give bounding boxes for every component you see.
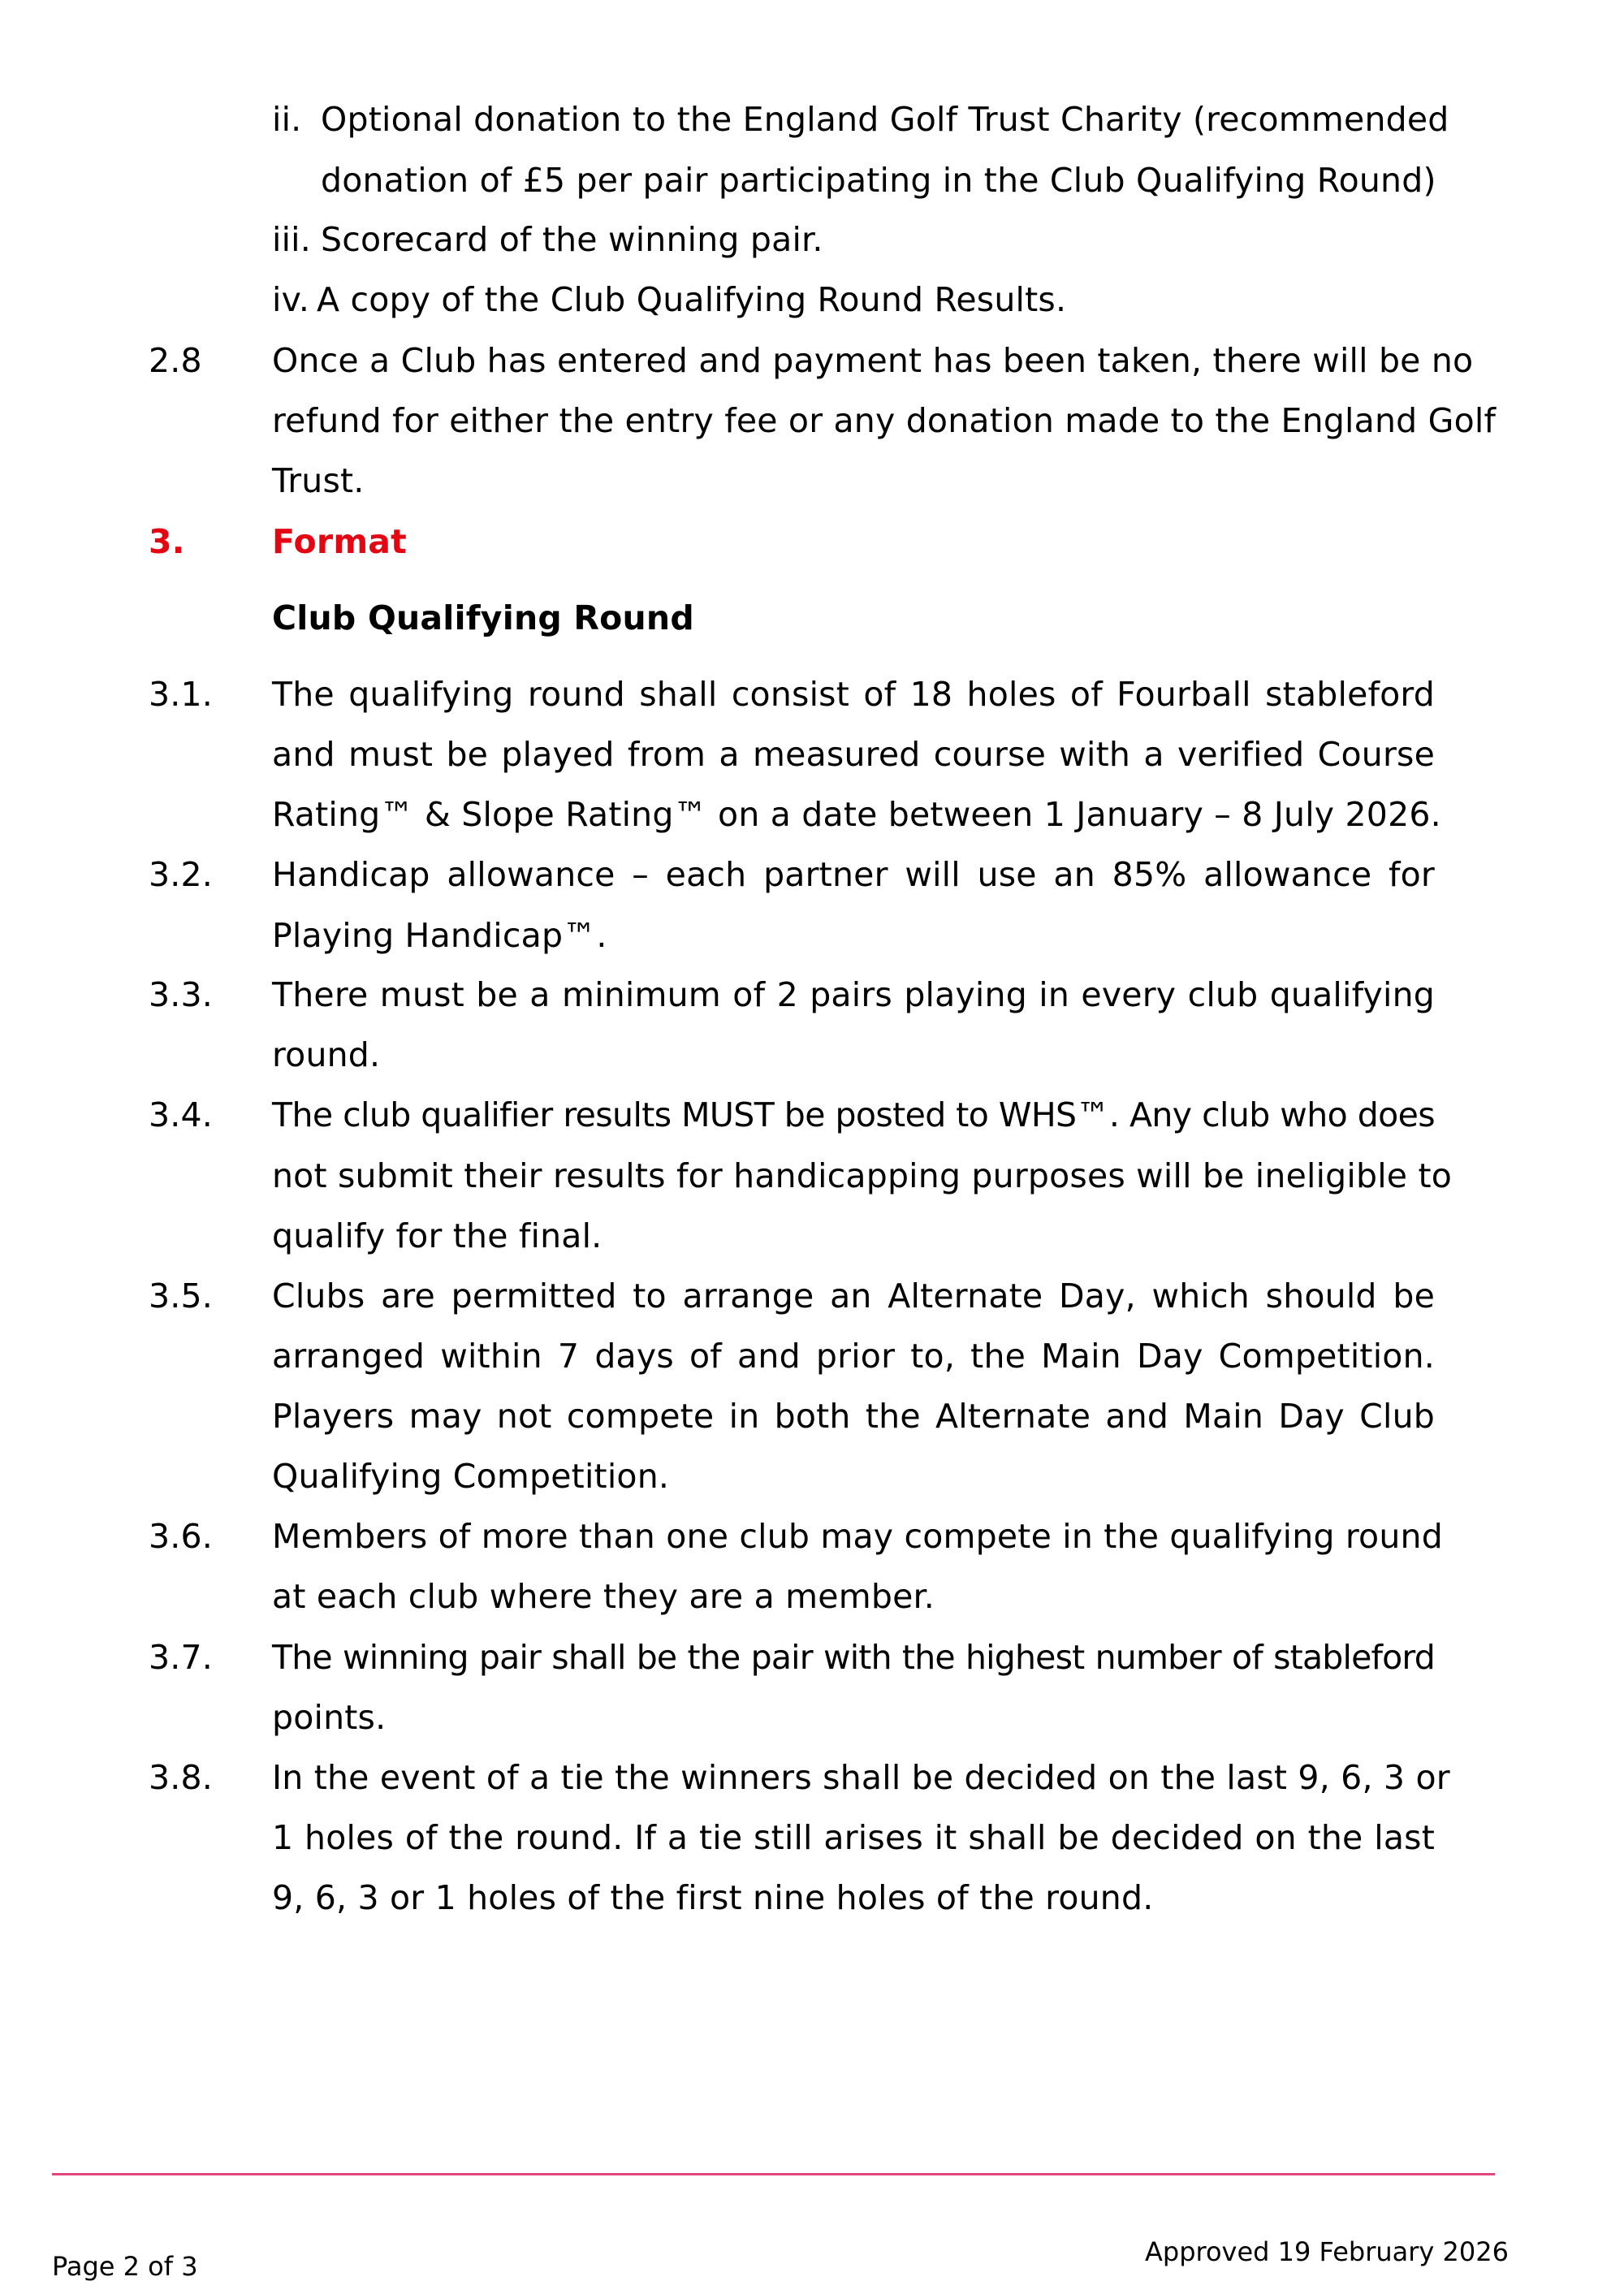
clause-3-4 — [0, 1085, 1624, 1145]
clause-3-5-line4 — [0, 1446, 1624, 1506]
clause-3-4-line3 — [0, 1206, 1624, 1266]
clause-text: Trust. — [272, 461, 365, 500]
clause-text: Qualifying Competition. — [272, 1457, 670, 1496]
page-number: Page 2 of 3 — [52, 2251, 198, 2282]
list-text: Scorecard of the winning pair. — [321, 220, 823, 259]
clause-text: arranged within 7 days of and prior to, the Main Day Competition. — [272, 1337, 1435, 1376]
clause-3-5 — [0, 1266, 1624, 1326]
subheading — [0, 588, 1624, 648]
section-title: Format — [272, 522, 407, 561]
clause-3-8-line3 — [0, 1868, 1624, 1928]
clause-text: 9, 6, 3 or 1 holes of the first nine holes of the round. — [272, 1878, 1154, 1917]
list-item-ii-cont — [0, 150, 1624, 210]
clause-text: The qualifying round shall consist of 18 holes of Fourball stableford — [272, 675, 1435, 714]
list-item-iii — [0, 210, 1624, 270]
clause-text: The winning pair shall be the pair with the highest number of stableford — [272, 1638, 1435, 1677]
list-numeral: iii. — [272, 220, 312, 259]
clause-text: Players may not compete in both the Alternate and Main Day Club — [272, 1397, 1435, 1436]
clause-text: The club qualifier results MUST be posted to WHS™. Any club who does — [272, 1095, 1435, 1134]
clause-2-8 — [0, 330, 1624, 391]
clause-3-3-line2 — [0, 1025, 1624, 1085]
clause-3-8-line2 — [0, 1808, 1624, 1868]
footer-divider — [52, 2173, 1495, 2175]
list-item-iv — [0, 270, 1624, 330]
clause-3-1-line3 — [0, 784, 1624, 845]
clause-text: Rating™ & Slope Rating™ on a date between 1 January – 8 July 2026. — [272, 795, 1441, 834]
clause-text: not submit their results for handicapping purposes will be ineligible to — [272, 1156, 1453, 1195]
clause-3-3 — [0, 965, 1624, 1025]
clause-number: 3.7. — [149, 1638, 214, 1677]
clause-text: refund for either the entry fee or any donation made to the England Golf — [272, 401, 1497, 440]
list-numeral: ii. — [272, 100, 302, 139]
clause-number: 3.6. — [149, 1517, 214, 1556]
clause-3-6 — [0, 1506, 1624, 1566]
clause-3-1-line2 — [0, 724, 1624, 784]
clause-text: Once a Club has entered and payment has been taken, there will be no — [272, 341, 1474, 380]
list-text: Optional donation to the England Golf Trust Charity (recommended — [321, 100, 1449, 139]
clause-text: Members of more than one club may compete in the qualifying round — [272, 1517, 1443, 1556]
clause-text: qualify for the final. — [272, 1216, 603, 1255]
clause-text: points. — [272, 1698, 387, 1737]
clause-3-4-line2 — [0, 1146, 1624, 1206]
clause-3-2-line2 — [0, 905, 1624, 966]
clause-3-7-line2 — [0, 1687, 1624, 1748]
clause-3-7 — [0, 1627, 1624, 1687]
clause-number: 3.2. — [149, 855, 214, 894]
section-heading — [0, 512, 1624, 572]
clause-text: round. — [272, 1035, 381, 1074]
clause-text: Handicap allowance – each partner will use an 85% allowance for — [272, 855, 1435, 894]
clause-text: at each club where they are a member. — [272, 1577, 935, 1616]
list-item-ii — [0, 89, 1624, 149]
clause-number: 3.1. — [149, 675, 214, 714]
clause-text: 1 holes of the round. If a tie still arises it shall be decided on the last — [272, 1818, 1435, 1857]
clause-number: 3.5. — [149, 1277, 214, 1315]
clause-3-6-line2 — [0, 1566, 1624, 1627]
clause-text: In the event of a tie the winners shall be decided on the last 9, 6, 3 or — [272, 1758, 1450, 1797]
clause-text: and must be played from a measured course with a verified Course — [272, 735, 1435, 774]
clause-3-5-line2 — [0, 1326, 1624, 1386]
clause-2-8-line2 — [0, 391, 1624, 451]
list-text: A copy of the Club Qualifying Round Results. — [317, 280, 1067, 319]
clause-3-5-line3 — [0, 1386, 1624, 1446]
approval-date: Approved 19 February 2026 — [1145, 2236, 1509, 2267]
list-numeral: iv. — [272, 280, 310, 319]
clause-number: 3.8. — [149, 1758, 214, 1797]
clause-3-8 — [0, 1748, 1624, 1808]
list-text: donation of £5 per pair participating in the Club Qualifying Round) — [321, 161, 1436, 200]
clause-text: There must be a minimum of 2 pairs playing in every club qualifying — [272, 975, 1435, 1014]
clause-text: Playing Handicap™. — [272, 916, 607, 955]
clause-number: 2.8 — [149, 341, 202, 380]
clause-number: 3.4. — [149, 1095, 214, 1134]
clause-text: Clubs are permitted to arrange an Alternate Day, which should be — [272, 1277, 1435, 1315]
clause-3-1 — [0, 664, 1624, 724]
clause-number: 3.3. — [149, 975, 214, 1014]
clause-2-8-line3 — [0, 451, 1624, 511]
clause-3-2 — [0, 845, 1624, 905]
section-number: 3. — [149, 522, 185, 561]
subheading-text: Club Qualifying Round — [272, 598, 694, 637]
